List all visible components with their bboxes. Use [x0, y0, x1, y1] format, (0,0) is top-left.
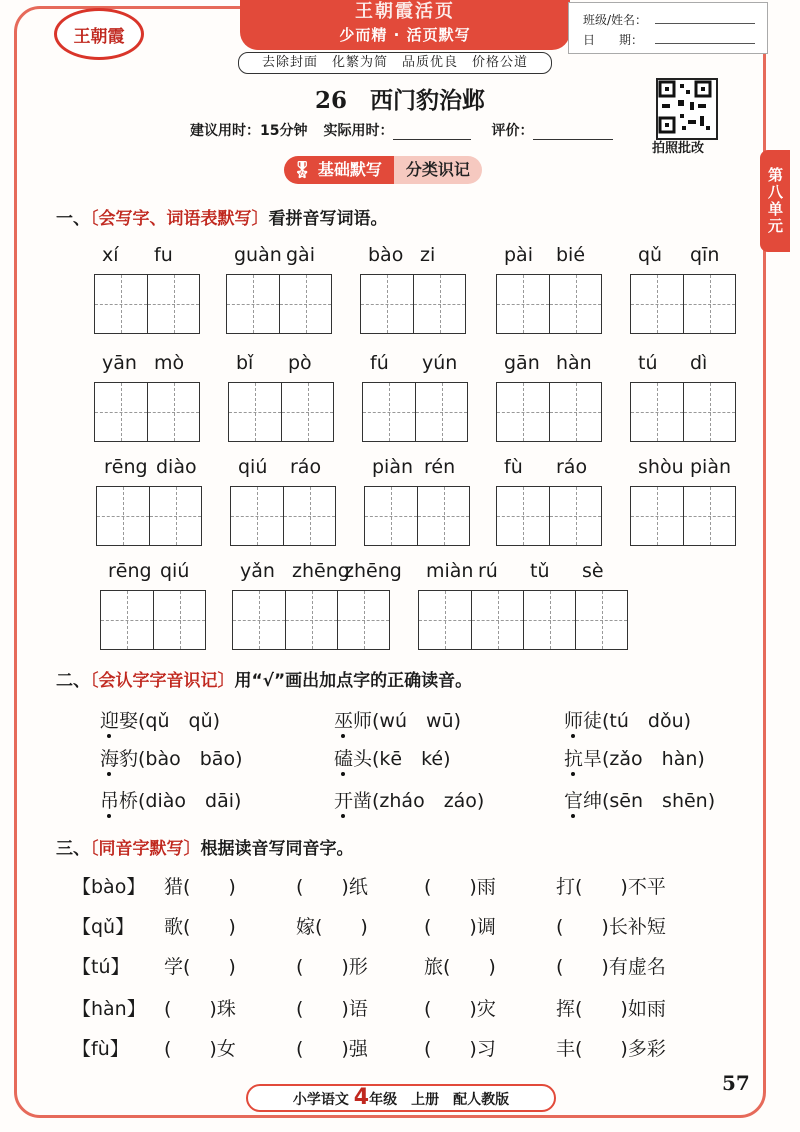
writing-cell[interactable] [97, 487, 149, 545]
homophone-blank[interactable]: ( )雨 [424, 876, 496, 898]
pinyin-label: qǔ [638, 244, 663, 266]
suggested-time: 建议用时：15分钟 [190, 123, 308, 139]
writing-cell[interactable] [153, 591, 205, 649]
pinyin-label: ráo [556, 456, 588, 478]
q2-heading [56, 666, 472, 691]
section-main-label: 基础默写 [317, 160, 382, 179]
q3-category: 〔同音字默写〕 [90, 839, 201, 859]
writing-cell[interactable] [231, 487, 283, 545]
writing-cell[interactable] [549, 383, 601, 441]
pinyin-label: yún [422, 352, 458, 374]
homophone-blank[interactable]: 歌( ) [164, 916, 236, 938]
pinyin-label: tǔ [530, 560, 550, 582]
writing-cell[interactable] [419, 591, 471, 649]
writing-cell[interactable] [497, 487, 549, 545]
q2-number: 二、 [56, 671, 90, 691]
footer-grade: 年级 [369, 1092, 398, 1108]
writing-cell[interactable] [471, 591, 523, 649]
pinyin-key: 【bào】 [72, 876, 146, 898]
pinyin-label: xí [102, 244, 119, 266]
qr-code[interactable] [656, 78, 718, 140]
writing-cell[interactable] [283, 487, 335, 545]
writing-grid [496, 274, 602, 334]
pinyin-label: rú [478, 560, 498, 582]
emphasis-dot [341, 772, 345, 776]
unit-side-tab: 第八单元 [760, 150, 790, 252]
writing-cell[interactable] [683, 487, 735, 545]
emphasis-dot [571, 734, 575, 738]
pinyin-key: 【qǔ】 [72, 916, 135, 938]
emphasis-dot [107, 814, 111, 818]
writing-grid [496, 486, 602, 546]
reading-choice-item[interactable]: 巫师(wú wū) [334, 710, 461, 732]
writing-cell[interactable] [497, 275, 549, 333]
pinyin-label: gài [286, 244, 315, 266]
writing-grid [362, 382, 468, 442]
pinyin-label: zi [420, 244, 436, 266]
pinyin-label: dì [690, 352, 708, 374]
homophone-blank[interactable]: ( )纸 [296, 876, 368, 898]
brand-name: 王朝霞活页 [355, 1, 455, 22]
pinyin-label: mò [154, 352, 185, 374]
homophone-blank[interactable]: 挥( )如雨 [556, 998, 666, 1020]
reading-choice-item[interactable]: 海豹(bào bāo) [100, 748, 243, 770]
tagline: 去除封面 化繁为简 品质优良 价格公道 [238, 52, 552, 74]
pinyin-label: rēng [108, 560, 152, 582]
writing-cell[interactable] [147, 275, 199, 333]
pinyin-label: zhēng [344, 560, 402, 582]
writing-cell[interactable] [683, 275, 735, 333]
q1-number: 一、 [56, 209, 90, 229]
writing-cell[interactable] [415, 383, 467, 441]
section-tag [284, 156, 482, 184]
pinyin-label: rēng [104, 456, 148, 478]
time-bar [190, 120, 613, 140]
reading-choice-item[interactable]: 吊桥(diào dāi) [100, 790, 242, 812]
emphasis-dot [107, 734, 111, 738]
section-tag-sub: 分类识记 [394, 156, 482, 184]
homophone-blank[interactable]: 丰( )多彩 [556, 1038, 666, 1060]
q3-instruction: 根据读音写同音字。 [200, 839, 354, 859]
writing-grid [630, 274, 736, 334]
footer-subject: 小学语文 [292, 1092, 349, 1108]
writing-cell[interactable] [631, 275, 683, 333]
pinyin-label: fu [154, 244, 173, 266]
q1-heading [56, 204, 388, 229]
writing-grid [496, 382, 602, 442]
homophone-blank[interactable]: ( )女 [164, 1038, 236, 1060]
pinyin-label: fú [370, 352, 389, 374]
writing-cell[interactable] [549, 275, 601, 333]
pinyin-label: fù [504, 456, 523, 478]
emphasis-dot [571, 772, 575, 776]
pinyin-label: bào [368, 244, 404, 266]
qr-label: 拍照批改 [652, 141, 705, 156]
homophone-blank[interactable]: ( )调 [424, 916, 496, 938]
pinyin-key: 【tú】 [72, 956, 130, 978]
pinyin-label: diào [156, 456, 197, 478]
pinyin-label: qīn [690, 244, 720, 266]
pinyin-key: 【hàn】 [72, 998, 146, 1020]
rating-label: 评价： [491, 123, 534, 139]
footer-band [246, 1084, 556, 1112]
homophone-blank[interactable]: ( )珠 [164, 998, 236, 1020]
homophone-blank[interactable]: ( )有虚名 [556, 956, 666, 978]
reading-choice-item[interactable]: 开凿(zháo záo) [334, 790, 485, 812]
writing-cell[interactable] [363, 383, 415, 441]
qr-code-icon [658, 80, 712, 134]
pinyin-label: piàn [690, 456, 732, 478]
date-blank[interactable] [655, 43, 755, 44]
brand-slogan: 少而精 · 活页默写 [339, 26, 471, 44]
homophone-blank[interactable]: ( )习 [424, 1038, 496, 1060]
writing-cell[interactable] [149, 487, 201, 545]
class-name-blank[interactable] [655, 23, 755, 24]
pinyin-label: guàn [234, 244, 282, 266]
emphasis-dot [571, 814, 575, 818]
homophone-blank[interactable]: 嫁( ) [296, 916, 368, 938]
writing-cell[interactable] [101, 591, 153, 649]
writing-grid [226, 274, 332, 334]
writing-cell[interactable] [233, 591, 285, 649]
q2-instruction: 用“√”画出加点字的正确读音。 [234, 671, 473, 691]
writing-grid [94, 382, 200, 442]
homophone-blank[interactable]: 旅( ) [424, 956, 496, 978]
pinyin-label: yān [102, 352, 137, 374]
section-tag-main [284, 156, 394, 184]
writing-cell[interactable] [497, 383, 549, 441]
writing-grid [364, 486, 470, 546]
rating-blank[interactable] [533, 125, 613, 140]
reading-choice-item[interactable]: 磕头(kē ké) [334, 748, 451, 770]
q3-heading [56, 834, 354, 859]
writing-cell[interactable] [417, 487, 469, 545]
homophone-blank[interactable]: ( )形 [296, 956, 368, 978]
pinyin-label: gān [504, 352, 540, 374]
pinyin-label: ráo [290, 456, 322, 478]
homophone-blank[interactable]: ( )强 [296, 1038, 368, 1060]
medal-icon: 🎖 [292, 160, 313, 179]
pinyin-label: qiú [160, 560, 190, 582]
logo-text: 王朝霞 [73, 26, 125, 47]
writing-grid [96, 486, 202, 546]
pinyin-label: tú [638, 352, 658, 374]
homophone-blank[interactable]: 打( )不平 [556, 876, 666, 898]
pinyin-label: hàn [556, 352, 592, 374]
student-info-box [568, 2, 768, 54]
writing-cell[interactable] [523, 591, 575, 649]
lesson-title: 26 西门豹治邺 [314, 87, 485, 114]
date-label: 日 期： [583, 33, 644, 47]
reading-choice-item[interactable]: 师徒(tú dǒu) [564, 710, 692, 732]
reading-choice-item[interactable]: 官绅(sēn shēn) [564, 790, 716, 812]
pinyin-label: rén [424, 456, 456, 478]
pinyin-label: shòu [638, 456, 684, 478]
pinyin-label: yǎn [240, 560, 275, 582]
writing-grid [360, 274, 466, 334]
homophone-blank[interactable]: 学( ) [164, 956, 236, 978]
writing-cell[interactable] [147, 383, 199, 441]
writing-grid [232, 590, 390, 650]
writing-grid [630, 382, 736, 442]
writing-cell[interactable] [337, 591, 389, 649]
writing-grid [94, 274, 200, 334]
writing-cell[interactable] [631, 487, 683, 545]
pinyin-label: piàn [372, 456, 414, 478]
writing-grid [418, 590, 628, 650]
emphasis-dot [107, 772, 111, 776]
q1-instruction: 看拼音写词语。 [268, 209, 388, 229]
writing-cell[interactable] [549, 487, 601, 545]
pinyin-label: bié [556, 244, 586, 266]
writing-grid [230, 486, 336, 546]
header-band [240, 0, 570, 50]
footer-grade-number: 4 [353, 1085, 370, 1110]
writing-cell[interactable] [229, 383, 281, 441]
writing-cell[interactable] [95, 275, 147, 333]
writing-grid [100, 590, 206, 650]
pinyin-key: 【fù】 [72, 1038, 129, 1060]
reading-choice-item[interactable]: 迎娶(qǔ qǔ) [100, 710, 221, 732]
actual-time-label: 实际用时： [323, 123, 394, 139]
q2-category: 〔会认字字音识记〕 [90, 671, 235, 691]
pinyin-label: sè [582, 560, 604, 582]
homophone-blank[interactable]: ( )长补短 [556, 916, 666, 938]
writing-grid [630, 486, 736, 546]
writing-cell[interactable] [575, 591, 627, 649]
footer-edition: 配人教版 [453, 1092, 510, 1108]
pinyin-label: miàn [426, 560, 474, 582]
homophone-blank[interactable]: ( )语 [296, 998, 368, 1020]
writing-cell[interactable] [413, 275, 465, 333]
writing-cell[interactable] [227, 275, 279, 333]
writing-cell[interactable] [95, 383, 147, 441]
reading-choice-item[interactable]: 抗旱(zǎo hàn) [564, 748, 705, 770]
emphasis-dot [341, 814, 345, 818]
emphasis-dot [341, 734, 345, 738]
homophone-blank[interactable]: ( )灾 [424, 998, 496, 1020]
brand-logo [54, 8, 144, 60]
class-name-label: 班级/姓名： [583, 13, 648, 27]
writing-cell[interactable] [631, 383, 683, 441]
pinyin-label: pài [504, 244, 533, 266]
writing-cell[interactable] [683, 383, 735, 441]
writing-cell[interactable] [365, 487, 417, 545]
pinyin-label: pò [288, 352, 312, 374]
writing-grid [228, 382, 334, 442]
pinyin-label: bǐ [236, 352, 254, 374]
writing-cell[interactable] [361, 275, 413, 333]
writing-cell[interactable] [281, 383, 333, 441]
pinyin-label: zhēng [292, 560, 350, 582]
page-number: 57 [722, 1071, 750, 1095]
writing-cell[interactable] [285, 591, 337, 649]
footer-volume: 上册 [411, 1092, 440, 1108]
homophone-blank[interactable]: 猎( ) [164, 876, 236, 898]
q1-category: 〔会写字、词语表默写〕 [90, 209, 269, 229]
actual-time-blank[interactable] [393, 125, 471, 140]
q3-number: 三、 [56, 839, 90, 859]
writing-cell[interactable] [279, 275, 331, 333]
pinyin-label: qiú [238, 456, 268, 478]
